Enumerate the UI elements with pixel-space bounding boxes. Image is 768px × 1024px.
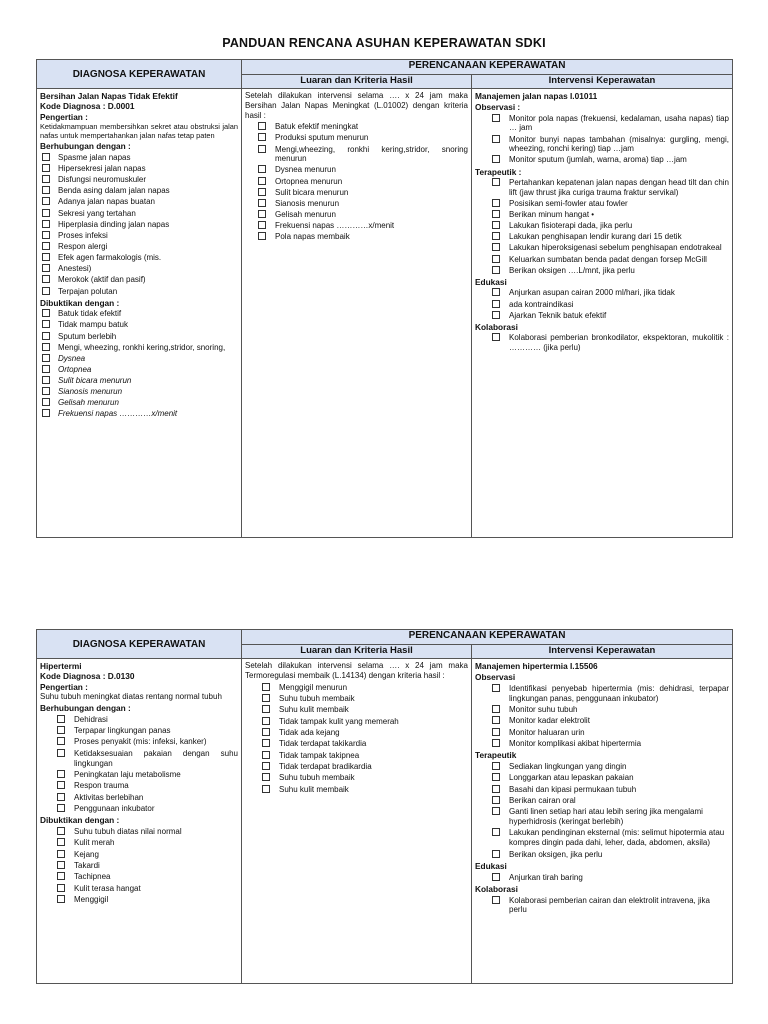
checkbox[interactable] xyxy=(258,145,266,153)
checkbox[interactable] xyxy=(492,210,500,218)
evidence-list xyxy=(40,309,238,419)
checkbox[interactable] xyxy=(42,387,50,395)
therapeutic-item[interactable]: Basahi dan kipasi permukaan tubuh xyxy=(475,785,729,795)
related-item[interactable]: Proses penyakit (mis: infeksi, kanker) xyxy=(40,737,238,747)
outcome-item[interactable]: Suhu tubuh membaik xyxy=(245,773,468,783)
outcome-item[interactable]: Tidak tampak takipnea xyxy=(245,751,468,761)
evidence-item[interactable]: Dysnea xyxy=(40,354,238,364)
evidence-item[interactable]: Suhu tubuh diatas nilai normal xyxy=(40,827,238,837)
checkbox[interactable] xyxy=(258,177,266,185)
checkbox[interactable] xyxy=(57,749,65,757)
checkbox[interactable] xyxy=(42,409,50,417)
checkbox[interactable] xyxy=(42,332,50,340)
observation-item[interactable]: Monitor pola napas (frekuensi, kedalaman, usaha napas) tiap … jam xyxy=(475,114,729,134)
education-label: Edukasi xyxy=(475,860,507,871)
outcomes-intro: Setelah dilakukan intervensi selama …. x 24 jam maka Termoregulasi membaik (L.14134) dengan kriteria hasil : xyxy=(245,661,468,680)
checkbox[interactable] xyxy=(492,807,500,815)
education-list xyxy=(475,873,729,883)
checkbox[interactable] xyxy=(492,114,500,122)
outcome-item[interactable]: Tidak terdapat takikardia xyxy=(245,739,468,749)
checkbox[interactable] xyxy=(42,175,50,183)
related-item[interactable]: Adanya jalan napas buatan xyxy=(40,197,238,207)
checkbox[interactable] xyxy=(42,354,50,362)
checkbox[interactable] xyxy=(57,726,65,734)
outcome-item[interactable]: Dysnea menurun xyxy=(245,165,468,175)
therapeutic-list xyxy=(475,178,729,275)
checkbox[interactable] xyxy=(57,804,65,812)
outcomes-intro: Setelah dilakukan intervensi selama …. x 24 jam maka Bersihan Jalan Napas Meningkat (L.01002) dengan kriteria hasil : xyxy=(245,91,468,120)
checkbox[interactable] xyxy=(262,694,270,702)
diagnosis-code: Kode Diagnosa : D.0001 xyxy=(40,101,135,112)
checkbox[interactable] xyxy=(258,165,266,173)
therapeutic-item[interactable]: Berikan oksigen, jika perlu xyxy=(475,850,729,860)
observation-item[interactable]: Identifikasi penyebab hipertermia (mis: dehidrasi, terpapar lingkungan panas, penggunaan inkubator) xyxy=(475,684,729,704)
checkbox[interactable] xyxy=(258,122,266,130)
checkbox[interactable] xyxy=(258,133,266,141)
checkbox[interactable] xyxy=(492,728,500,736)
evidence-item[interactable]: Menggigil xyxy=(40,895,238,905)
therapeutic-item[interactable]: Keluarkan sumbatan benda padat dengan forsep McGill xyxy=(475,255,729,265)
checkbox[interactable] xyxy=(492,255,500,263)
checkbox[interactable] xyxy=(492,243,500,251)
diagnosis-title: Bersihan Jalan Napas Tidak Efektif xyxy=(40,91,178,101)
checkbox[interactable] xyxy=(42,209,50,217)
checkbox[interactable] xyxy=(42,242,50,250)
checkbox[interactable] xyxy=(492,773,500,781)
checkbox[interactable] xyxy=(57,884,65,892)
observation-item[interactable]: Monitor haluaran urin xyxy=(475,728,729,738)
header-interventions: Intervensi Keperawatan xyxy=(472,645,733,659)
checkbox[interactable] xyxy=(42,275,50,283)
related-item[interactable]: Terpajan polutan xyxy=(40,287,238,297)
education-item[interactable]: Anjurkan asupan cairan 2000 ml/hari, jika tidak xyxy=(475,288,729,298)
related-item[interactable]: Hiperplasia dinding jalan napas xyxy=(40,220,238,230)
therapeutic-item[interactable]: Lakukan pendinginan eksternal (mis: selimut hipotermia atau kompres dingin pada dahi, leher, dada, abdomen, aksila) xyxy=(475,828,729,848)
outcome-item[interactable]: Produksi sputum menurun xyxy=(245,133,468,143)
therapeutic-label: Terapeutik : xyxy=(475,166,522,177)
checkbox[interactable] xyxy=(492,684,500,692)
observation-label: Observasi : xyxy=(475,102,521,113)
related-label: Berhubungan dengan : xyxy=(40,703,131,714)
checkbox[interactable] xyxy=(492,135,500,143)
related-item[interactable]: Hipersekresi jalan napas xyxy=(40,164,238,174)
checkbox[interactable] xyxy=(42,398,50,406)
definition-text: Suhu tubuh meningkat diatas rentang normal tubuh xyxy=(40,692,222,702)
checkbox[interactable] xyxy=(42,376,50,384)
evidence-item[interactable]: Mengi, wheezing, ronkhi kering,stridor, snoring, xyxy=(40,343,238,353)
checkbox[interactable] xyxy=(492,739,500,747)
checkbox[interactable] xyxy=(262,717,270,725)
outcome-item[interactable]: Batuk efektif meningkat xyxy=(245,122,468,132)
checkbox[interactable] xyxy=(258,210,266,218)
checkbox[interactable] xyxy=(42,186,50,194)
checkbox[interactable] xyxy=(57,715,65,723)
education-label: Edukasi xyxy=(475,276,507,287)
observation-label: Observasi xyxy=(475,672,516,683)
checkbox[interactable] xyxy=(42,164,50,172)
related-item[interactable]: Ketidaksesuaian pakaian dengan suhu lingkungan xyxy=(40,749,238,769)
related-item[interactable]: Terpapar lingkungan panas xyxy=(40,726,238,736)
checkbox[interactable] xyxy=(258,232,266,240)
outcome-item[interactable]: Mengi,wheezing, ronkhi kering,stridor, snoring menurun xyxy=(245,145,468,165)
definition-text: Ketidakmampuan membersihkan sekret atau obstruksi jalan nafas untuk mempertahankan jalan nafas tetap paten xyxy=(40,122,238,141)
checkbox[interactable] xyxy=(492,333,500,341)
collaboration-label: Kolaborasi xyxy=(475,321,518,332)
checkbox[interactable] xyxy=(57,793,65,801)
checkbox[interactable] xyxy=(492,199,500,207)
therapeutic-item[interactable]: Ganti linen setiap hari atau lebih sering jika mengalami hyperhidrosis (keringat berlebih) xyxy=(475,807,729,827)
related-item[interactable]: Disfungsi neuromuskuler xyxy=(40,175,238,185)
related-item[interactable]: Peningkatan laju metabolisme xyxy=(40,770,238,780)
collaboration-list xyxy=(475,896,729,916)
checkbox[interactable] xyxy=(57,895,65,903)
checkbox[interactable] xyxy=(262,739,270,747)
evidence-item[interactable]: Sianosis menurun xyxy=(40,387,238,397)
evidence-item[interactable]: Tachipnea xyxy=(40,872,238,882)
evidence-label: Dibuktikan dengan : xyxy=(40,297,120,308)
checkbox[interactable] xyxy=(258,188,266,196)
checkbox[interactable] xyxy=(262,773,270,781)
therapeutic-label: Terapeutik xyxy=(475,750,517,761)
therapeutic-item[interactable]: Longgarkan atau lepaskan pakaian xyxy=(475,773,729,783)
related-item[interactable]: Proses infeksi xyxy=(40,231,238,241)
outcome-item[interactable]: Suhu tubuh membaik xyxy=(245,694,468,704)
header-diagnosis: DIAGNOSA KEPERAWATAN xyxy=(37,630,242,659)
header-planning: PERENCANAAN KEPERAWATAN xyxy=(242,60,733,75)
related-item[interactable]: Penggunaan inkubator xyxy=(40,804,238,814)
checkbox[interactable] xyxy=(492,705,500,713)
checkbox[interactable] xyxy=(262,705,270,713)
outcome-item[interactable]: Tidak ada kejang xyxy=(245,728,468,738)
related-label: Berhubungan dengan : xyxy=(40,141,131,152)
therapeutic-item[interactable]: Lakukan penghisapan lendir kurang dari 15 detik xyxy=(475,232,729,242)
checkbox[interactable] xyxy=(492,785,500,793)
evidence-item[interactable]: Batuk tidak efektif xyxy=(40,309,238,319)
checkbox[interactable] xyxy=(262,728,270,736)
checkbox[interactable] xyxy=(42,365,50,373)
education-item[interactable]: Anjurkan tirah baring xyxy=(475,873,729,883)
observation-item[interactable]: Monitor kadar elektrolit xyxy=(475,716,729,726)
evidence-label: Dibuktikan dengan : xyxy=(40,815,120,826)
related-item[interactable]: Aktivitas berlebihan xyxy=(40,793,238,803)
therapeutic-item[interactable]: Sediakan lingkungan yang dingin xyxy=(475,762,729,772)
collaboration-label: Kolaborasi xyxy=(475,883,518,894)
checkbox[interactable] xyxy=(258,199,266,207)
related-item[interactable]: Dehidrasi xyxy=(40,715,238,725)
checkbox[interactable] xyxy=(492,288,500,296)
related-item[interactable]: Spasme jalan napas xyxy=(40,153,238,163)
evidence-item[interactable]: Sputum berlebih xyxy=(40,332,238,342)
checkbox[interactable] xyxy=(492,873,500,881)
header-outcomes: Luaran dan Kriteria Hasil xyxy=(242,75,472,89)
checkbox[interactable] xyxy=(42,309,50,317)
checkbox[interactable] xyxy=(492,178,500,186)
checkbox[interactable] xyxy=(492,266,500,274)
checkbox[interactable] xyxy=(57,770,65,778)
therapeutic-item[interactable]: Posisikan semi-fowler atau fowler xyxy=(475,199,729,209)
intervention-title: Manajemen jalan napas I.01011 xyxy=(475,91,598,101)
outcome-item[interactable]: Sulit bicara menurun xyxy=(245,188,468,198)
checkbox[interactable] xyxy=(42,264,50,272)
checkbox[interactable] xyxy=(57,872,65,880)
evidence-item[interactable]: Takardi xyxy=(40,861,238,871)
checkbox[interactable] xyxy=(492,850,500,858)
therapeutic-list xyxy=(475,762,729,859)
observation-item[interactable]: Monitor komplikasi akibat hipertermia xyxy=(475,739,729,749)
evidence-item[interactable]: Kulit terasa hangat xyxy=(40,884,238,894)
related-item[interactable]: Sekresi yang tertahan xyxy=(40,209,238,219)
checkbox[interactable] xyxy=(57,861,65,869)
therapeutic-item[interactable]: Pertahankan kepatenan jalan napas dengan head tilt dan chin lift (jaw thrust jika curiga trauma fraktur servikal) xyxy=(475,178,729,198)
interventions-cell xyxy=(472,659,733,984)
outcome-item[interactable]: Ortopnea menurun xyxy=(245,177,468,187)
outcome-item[interactable]: Frekuensi napas …………x/menit xyxy=(245,221,468,231)
header-planning: PERENCANAAN KEPERAWATAN xyxy=(242,630,733,645)
checkbox[interactable] xyxy=(492,796,500,804)
checkbox[interactable] xyxy=(57,737,65,745)
therapeutic-item[interactable]: Berikan oksigen ….L/mnt, jika perlu xyxy=(475,266,729,276)
checkbox[interactable] xyxy=(262,751,270,759)
therapeutic-item[interactable]: Berikan cairan oral xyxy=(475,796,729,806)
related-item[interactable]: Anestesi) xyxy=(40,264,238,274)
checkbox[interactable] xyxy=(42,220,50,228)
checkbox[interactable] xyxy=(262,762,270,770)
related-item[interactable]: Merokok (aktif dan pasif) xyxy=(40,275,238,285)
evidence-item[interactable]: Ortopnea xyxy=(40,365,238,375)
checkbox[interactable] xyxy=(262,785,270,793)
related-list xyxy=(40,153,238,296)
outcome-item[interactable]: Menggigil menurun xyxy=(245,683,468,693)
care-plan-table-2 xyxy=(36,629,733,984)
outcome-item[interactable]: Pola napas membaik xyxy=(245,232,468,242)
checkbox[interactable] xyxy=(492,896,500,904)
evidence-item[interactable]: Gelisah menurun xyxy=(40,398,238,408)
observation-item[interactable]: Monitor suhu tubuh xyxy=(475,705,729,715)
checkbox[interactable] xyxy=(492,221,500,229)
related-item[interactable]: Efek agen farmakologis (mis. xyxy=(40,253,238,263)
header-interventions: Intervensi Keperawatan xyxy=(472,75,733,89)
therapeutic-item[interactable]: Berikan minum hangat • xyxy=(475,210,729,220)
checkbox[interactable] xyxy=(492,828,500,836)
observation-item[interactable]: Monitor bunyi napas tambahan (misalnya: gurgling, mengi, wheezing, ronchi kering) tiap …jam xyxy=(475,135,729,155)
header-diagnosis: DIAGNOSA KEPERAWATAN xyxy=(37,60,242,89)
diagnosis-title: Hipertermi xyxy=(40,661,82,671)
outcome-item[interactable]: Sianosis menurun xyxy=(245,199,468,209)
diagnosis-cell xyxy=(37,89,242,538)
observation-item[interactable]: Monitor sputum (jumlah, warna, aroma) tiap …jam xyxy=(475,155,729,165)
interventions-cell xyxy=(472,89,733,538)
outcome-item[interactable]: Suhu kulit membaik xyxy=(245,785,468,795)
education-item[interactable]: ada kontraindikasi xyxy=(475,300,729,310)
related-item[interactable]: Respon alergi xyxy=(40,242,238,252)
checkbox[interactable] xyxy=(492,232,500,240)
checkbox[interactable] xyxy=(57,838,65,846)
related-item[interactable]: Benda asing dalam jalan napas xyxy=(40,186,238,196)
outcomes-cell xyxy=(242,89,472,538)
checkbox[interactable] xyxy=(57,781,65,789)
checkbox[interactable] xyxy=(42,320,50,328)
checkbox[interactable] xyxy=(262,683,270,691)
checkbox[interactable] xyxy=(492,155,500,163)
outcome-item[interactable]: Suhu kulit membaik xyxy=(245,705,468,715)
checkbox[interactable] xyxy=(57,850,65,858)
outcome-item[interactable]: Tidak tampak kulit yang memerah xyxy=(245,717,468,727)
related-list xyxy=(40,715,238,814)
collaboration-list xyxy=(475,333,729,353)
related-item[interactable]: Respon trauma xyxy=(40,781,238,791)
evidence-item[interactable]: Kejang xyxy=(40,850,238,860)
observation-list xyxy=(475,114,729,166)
checkbox[interactable] xyxy=(42,343,50,351)
definition-label: Pengertian : xyxy=(40,112,88,123)
checkbox[interactable] xyxy=(492,300,500,308)
checkbox[interactable] xyxy=(492,716,500,724)
definition-label: Pengertian : xyxy=(40,682,88,693)
checkbox[interactable] xyxy=(492,762,500,770)
therapeutic-item[interactable]: Lakukan hiperoksigenasi sebelum penghisapan endotrakeal xyxy=(475,243,729,253)
evidence-item[interactable]: Sulit bicara menurun xyxy=(40,376,238,386)
checkbox[interactable] xyxy=(42,153,50,161)
outcomes-cell xyxy=(242,659,472,984)
checkbox[interactable] xyxy=(42,287,50,295)
collaboration-item[interactable]: Kolaborasi pemberian cairan dan elektrolit intravena, jika perlu xyxy=(475,896,729,916)
outcomes-list xyxy=(245,683,468,795)
observation-list xyxy=(475,684,729,749)
checkbox[interactable] xyxy=(42,231,50,239)
education-list xyxy=(475,288,729,320)
diagnosis-cell xyxy=(37,659,242,984)
checkbox[interactable] xyxy=(57,827,65,835)
diagnosis-code: Kode Diagnosa : D.0130 xyxy=(40,671,135,682)
header-outcomes: Luaran dan Kriteria Hasil xyxy=(242,645,472,659)
evidence-item[interactable]: Tidak mampu batuk xyxy=(40,320,238,330)
care-plan-table-1 xyxy=(36,59,733,538)
intervention-title: Manajemen hipertermia I.15506 xyxy=(475,661,598,671)
education-item[interactable]: Ajarkan Teknik batuk efektif xyxy=(475,311,729,321)
page-title: PANDUAN RENCANA ASUHAN KEPERAWATAN SDKI xyxy=(222,36,546,50)
therapeutic-item[interactable]: Lakukan fisioterapi dada, jika perlu xyxy=(475,221,729,231)
outcome-item[interactable]: Gelisah menurun xyxy=(245,210,468,220)
collaboration-item[interactable]: Kolaborasi pemberian bronkodilator, ekspektoran, mukolitik : ………… (jika perlu) xyxy=(475,333,729,353)
evidence-item[interactable]: Frekuensi napas …………x/menit xyxy=(40,409,238,419)
checkbox[interactable] xyxy=(42,253,50,261)
evidence-item[interactable]: Kulit merah xyxy=(40,838,238,848)
outcome-item[interactable]: Tidak terdapat bradikardia xyxy=(245,762,468,772)
checkbox[interactable] xyxy=(258,221,266,229)
evidence-list xyxy=(40,827,238,905)
checkbox[interactable] xyxy=(42,197,50,205)
outcomes-list xyxy=(245,122,468,242)
checkbox[interactable] xyxy=(492,311,500,319)
